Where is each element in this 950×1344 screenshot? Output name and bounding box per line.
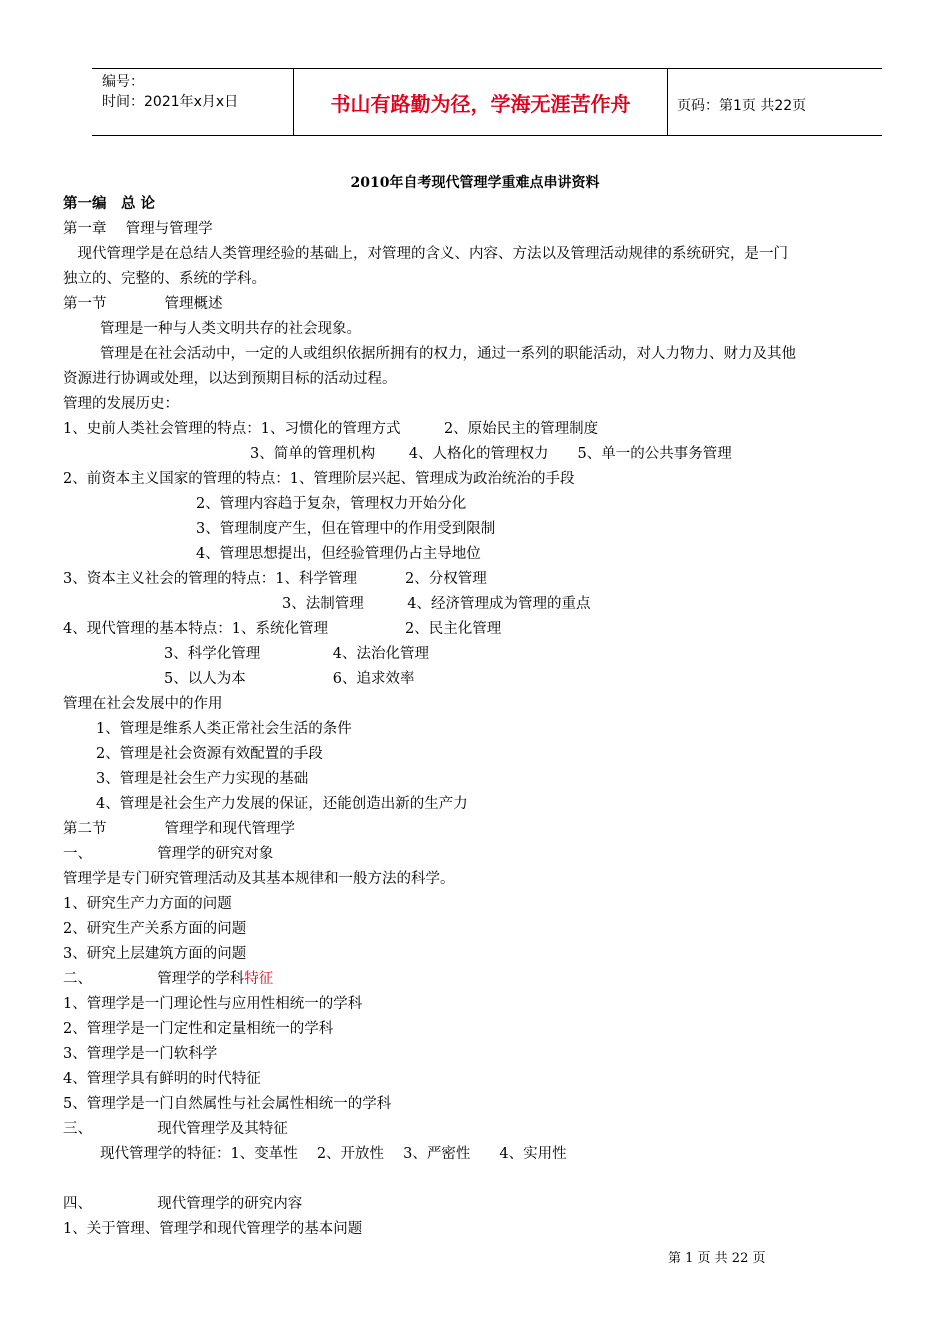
section-heading: 第一节 管理概述 <box>63 296 223 312</box>
part-heading: 第一编 总 论 <box>63 195 156 212</box>
list-item: 4、管理学具有鲜明的时代特征 <box>63 1071 261 1087</box>
list-item: 1、史前人类社会管理的特点：1、习惯化的管理方式 2、原始民主的管理制度 <box>63 421 599 437</box>
page-footer: 第 1 页 共 22 页 <box>668 1251 766 1266</box>
subheading: 一、 管理学的研究对象 <box>63 846 274 862</box>
paragraph-line: 资源进行协调或处理，以达到预期目标的活动过程。 <box>63 371 397 387</box>
list-item: 3、资本主义社会的管理的特点：1、科学管理 2、分权管理 <box>63 571 487 587</box>
subheading <box>63 969 273 989</box>
header-page-label: 页码：第1页 共22页 <box>677 98 807 114</box>
list-item: 2、管理内容趋于复杂，管理权力开始分化 <box>196 496 467 512</box>
subheading-text: 二、 管理学的学科 <box>63 971 245 987</box>
list-item: 5、管理学是一门自然属性与社会属性相统一的学科 <box>63 1096 392 1112</box>
header-number-label: 编号： <box>102 74 144 90</box>
list-item: 3、研究上层建筑方面的问题 <box>63 946 247 962</box>
list-item: 2、管理是社会资源有效配置的手段 <box>96 746 323 762</box>
paragraph-line: 独立的、完整的、系统的学科。 <box>63 271 266 287</box>
list-item: 3、管理学是一门软科学 <box>63 1046 218 1062</box>
paragraph-line: 管理学是专门研究管理活动及其基本规律和一般方法的科学。 <box>63 871 455 887</box>
list-item: 现代管理学的特征：1、变革性 2、开放性 3、严密性 4、实用性 <box>100 1146 567 1162</box>
list-item: 2、前资本主义国家的管理的特点：1、管理阶层兴起、管理成为政治统治的手段 <box>63 471 575 487</box>
paragraph-line: 管理是在社会活动中，一定的人或组织依据所拥有的权力，通过一系列的职能活动，对人力物力、财力及其他 <box>100 346 796 362</box>
list-item: 3、管理制度产生，但在管理中的作用受到限制 <box>196 521 496 537</box>
list-item: 1、管理学是一门理论性与应用性相统一的学科 <box>63 996 363 1012</box>
subheading: 管理的发展历史： <box>63 396 179 412</box>
list-item: 3、科学化管理 4、法治化管理 <box>164 646 429 662</box>
paragraph-line: 现代管理学是在总结人类管理经验的基础上，对管理的含义、内容、方法以及管理活动规律的系统研究，是一门 <box>63 246 788 262</box>
list-item: 3、管理是社会生产力实现的基础 <box>96 771 309 787</box>
highlighted-text: 特征 <box>244 971 274 987</box>
list-item: 2、管理学是一门定性和定量相统一的学科 <box>63 1021 334 1037</box>
list-item: 1、管理是维系人类正常社会生活的条件 <box>96 721 352 737</box>
list-item: 5、以人为本 6、追求效率 <box>164 671 415 687</box>
paragraph-line: 管理是一种与人类文明共存的社会现象。 <box>100 321 361 337</box>
list-item: 4、管理思想提出，但经验管理仍占主导地位 <box>196 546 481 562</box>
header-divider-right <box>667 68 668 136</box>
header-time-label: 时间：2021年x月x日 <box>102 94 239 110</box>
list-item: 2、研究生产关系方面的问题 <box>63 921 247 937</box>
list-item: 3、法制管理 4、经济管理成为管理的重点 <box>282 596 591 612</box>
list-item: 4、现代管理的基本特点：1、系统化管理 2、民主化管理 <box>63 621 502 637</box>
header-motto: 书山有路勤为径，学海无涯苦作舟 <box>330 91 631 116</box>
list-item: 1、研究生产力方面的问题 <box>63 896 232 912</box>
list-item: 3、简单的管理机构 4、人格化的管理权力 5、单一的公共事务管理 <box>250 446 732 462</box>
section-heading: 第二节 管理学和现代管理学 <box>63 821 295 837</box>
subheading: 管理在社会发展中的作用 <box>63 696 223 712</box>
document-title: 2010年自考现代管理学重难点串讲资料 <box>350 175 600 191</box>
subheading: 三、 现代管理学及其特征 <box>63 1121 288 1137</box>
list-item: 1、关于管理、管理学和现代管理学的基本问题 <box>63 1221 363 1237</box>
chapter-heading: 第一章 管理与管理学 <box>63 221 213 237</box>
list-item: 4、管理是社会生产力发展的保证，还能创造出新的生产力 <box>96 796 468 812</box>
subheading: 四、 现代管理学的研究内容 <box>63 1196 303 1212</box>
